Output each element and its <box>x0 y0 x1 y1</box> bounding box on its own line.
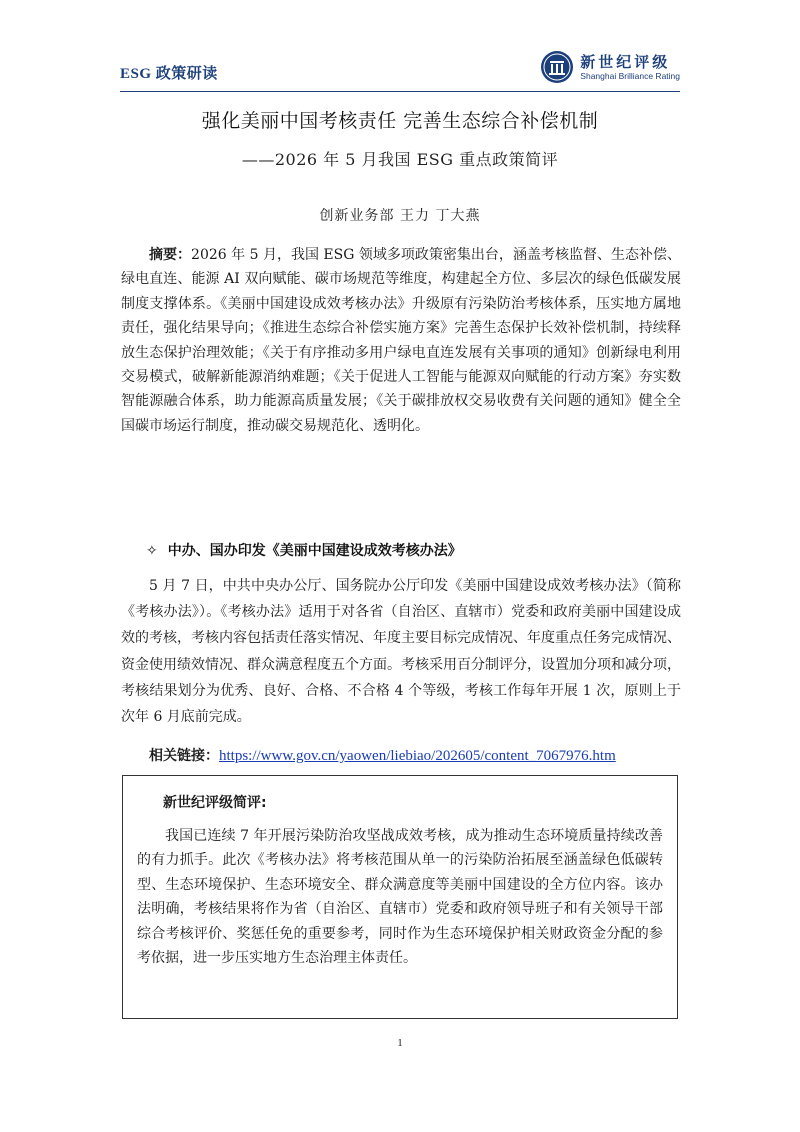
abstract-paragraph <box>121 243 681 438</box>
diamond-star-icon: ✧ <box>146 543 158 559</box>
related-link-label: 相关链接： <box>149 748 219 764</box>
page-header <box>120 48 680 92</box>
section-heading <box>146 540 462 560</box>
page-number: 1 <box>397 1037 403 1049</box>
related-link-line <box>149 745 616 765</box>
document-title: 强化美丽中国考核责任 完善生态综合补偿机制 <box>201 110 599 132</box>
related-link[interactable]: https://www.gov.cn/yaowen/liebiao/202605/content_7067976.htm <box>219 748 616 764</box>
comment-box <box>122 775 678 1019</box>
authors-line: 创新业务部 王力 丁大燕 <box>319 208 481 224</box>
comment-text: 我国已连续 7 年开展污染防治攻坚战成效考核，成为推动生态环境质量持续改善的有力抓手。此次《考核办法》将考核范围从单一的污染防治拓展至涵盖绿色低碳转型、生态环境保护、生态环境安全、群众满意度等美丽中国建设的全方位内容。该办法明确，考核结果将作为省（自治区、直辖市）党委和政府领导班子和有关领导干部综合考核评价、奖惩任免的重要参考，同时作为生态环境保护相关财政资金分配的参考依据，进一步压实地方生态治理主体责任。 <box>137 828 663 967</box>
logo-chinese-name: 新世纪评级 <box>580 52 671 71</box>
section-heading-text: 中办、国办印发《美丽中国建设成效考核办法》 <box>167 543 462 559</box>
company-logo <box>540 50 680 84</box>
document-subtitle: ——2026 年 5 月我国 ESG 重点政策简评 <box>241 150 559 169</box>
section-paragraph: 5 月 7 日，中共中央办公厅、国务院办公厅印发《美丽中国建设成效考核办法》（简称《考核办法》）。《考核办法》适用于对各省（自治区、直辖市）党委和政府美丽中国建设成效的考核，考核内容包括责任落实情况、年度主要目标完成情况、年度重点任务完成情况、资金使用绩效情况、群众满意程度五个方面。考核采用百分制评分，设置加分项和减分项，考核结果划分为优秀、良好、合格、不合格 4 个等级，考核工作每年开展 1 次，原则上于次年 6 月底前完成。 <box>121 578 681 726</box>
header-section-label: ESG 政策研读 <box>120 66 218 82</box>
logo-english-name: Shanghai Brilliance Rating <box>580 70 680 81</box>
comment-title: 新世纪评级简评: <box>163 795 267 811</box>
abstract-text: 2026 年 5 月，我国 ESG 领域多项政策密集出台，涵盖考核监督、生态补偿、绿电直连、能源 AI 双向赋能、碳市场规范等维度，构建起全方位、多层次的绿色低碳发展制度支撑体系。《美丽中国建设成效考核办法》升级原有污染防治考核体系，压实地方属地责任，强化结果导向；《推进生态综合补偿实施方案》完善生态保护长效补偿机制，持续释放生态保护治理效能；《关于有序推动多用户绿电直连发展有关事项的通知》创新绿电利用交易模式，破解新能源消纳难题；《关于促进人工智能与能源双向赋能的行动方案》夯实数智能源融合体系，助力能源高质量发展；《关于碳排放权交易收费有关问题的通知》健全全国碳市场运行制度，推动碳交易规范化、透明化。 <box>121 247 682 434</box>
rating-emblem-icon <box>540 50 574 84</box>
abstract-label: 摘要： <box>149 247 192 263</box>
